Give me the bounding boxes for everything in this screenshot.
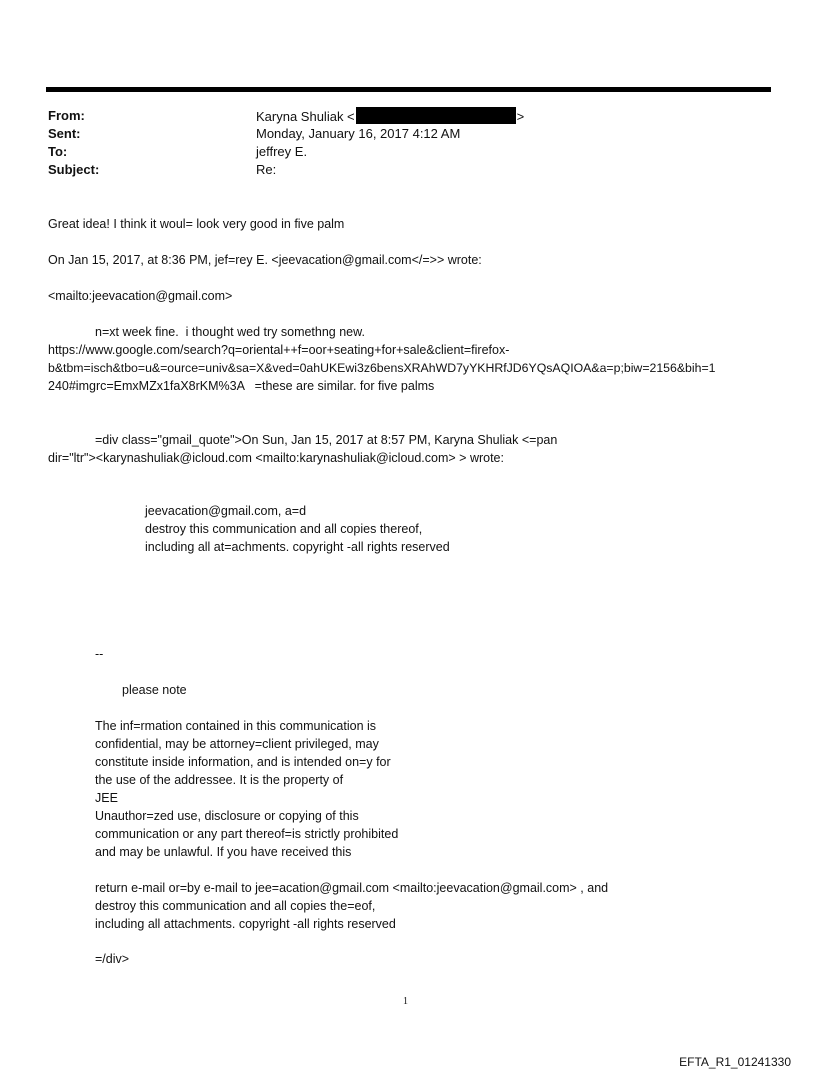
body-line: jeevacation@gmail.com, a=d (145, 504, 307, 518)
body-line: b&tbm=isch&tbo=u&=ource=univ&sa=X&ved=0ahUKEwi3z6bensXRAhWD7yYKHRfJD6YQsAQIOA&a=p;biw=2156&bih=1 (48, 361, 716, 375)
body-line: dir="ltr"><karynashuliak@icloud.com <mailto:karynashuliak@icloud.com> > wrote: (48, 451, 504, 465)
body-line: Unauthor=zed use, disclosure or copying of this (95, 809, 359, 823)
page-number: 1 (403, 996, 408, 1007)
body-line: https://www.google.com/search?q=oriental++f=oor+seating+for+sale&client=firefox- (48, 343, 510, 357)
document-id: EFTA_R1_01241330 (679, 1055, 791, 1069)
body-line: including all at=achments. copyright -all rights reserved (145, 540, 450, 554)
body-line: destroy this communication and all copies thereof, (145, 522, 423, 536)
sent-label: Sent: (48, 126, 81, 141)
from-value (256, 107, 524, 126)
body-line: =div class="gmail_quote">On Sun, Jan 15, 2017 at 8:57 PM, Karyna Shuliak <=pan (95, 433, 558, 447)
redaction-box (356, 107, 516, 124)
subject-label: Subject: (48, 162, 100, 177)
body-line: The inf=rmation contained in this communication is (95, 719, 377, 733)
body-line: destroy this communication and all copies the=eof, (95, 899, 376, 913)
from-name: Karyna Shuliak < (256, 109, 355, 124)
body-line: n=xt week fine. i thought wed try somethng new. (95, 325, 365, 339)
sent-value: Monday, January 16, 2017 4:12 AM (256, 126, 461, 141)
body-line: including all attachments. copyright -all rights reserved (95, 917, 396, 931)
from-close: > (516, 109, 525, 124)
body-line: and may be unlawful. If you have received this (95, 845, 352, 859)
body-line: confidential, may be attorney=client privileged, may (95, 737, 379, 751)
header-rule (46, 87, 771, 92)
to-label: To: (48, 144, 68, 159)
body-line: communication or any part thereof=is strictly prohibited (95, 827, 399, 841)
body-line: 240#imgrc=EmxMZx1faX8rKM%3A =these are similar. for five palms (48, 379, 435, 393)
body-line: On Jan 15, 2017, at 8:36 PM, jef=rey E. <jeevacation@gmail.com</=>> wrote: (48, 253, 482, 267)
to-value: jeffrey E. (256, 144, 308, 159)
body-line: <mailto:jeevacation@gmail.com> (48, 289, 233, 303)
subject-value: Re: (256, 162, 277, 177)
body-line: JEE (95, 791, 118, 805)
body-line: constitute inside information, and is intended on=y for (95, 755, 391, 769)
body-line: Great idea! I think it woul= look very good in five palm (48, 217, 345, 231)
body-line: =/div> (95, 952, 130, 966)
body-line: the use of the addressee. It is the property of (95, 773, 344, 787)
body-line: -- (95, 647, 104, 661)
from-label: From: (48, 108, 85, 123)
body-line: return e-mail or=by e-mail to jee=acation@gmail.com <mailto:jeevacation@gmail.com> , and (95, 881, 609, 895)
body-line: please note (122, 683, 187, 697)
